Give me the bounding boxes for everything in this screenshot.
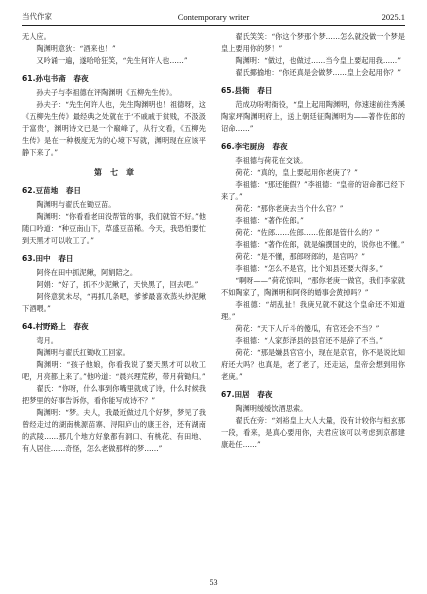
paragraph: 陶渊明与翟氏在锄豆苗。 xyxy=(36,200,116,209)
journal-english-name: Contemporary writer xyxy=(177,12,250,22)
paragraph: 荷花：“真的，皇上要起用你老庚了？” xyxy=(235,168,358,177)
scene-heading: 64.村野路上 春夜 xyxy=(22,322,89,331)
paragraph: 陶渊明：“你看看老田没帮管的事，我们就管不好。”他随口吟道：“种豆南山下，草盛豆苗稀。今天，我恐怕要忙到天黑才可以收工了。” xyxy=(22,212,206,245)
running-header xyxy=(22,10,405,24)
chapter-heading: 第 七 章 xyxy=(94,168,134,177)
paragraph: 李祖德：“那还能假？”李祖德：“皇帝的诏命都已经下来了。” xyxy=(221,180,405,201)
paragraph: 荷花：“佐郎……佐郎……佐郎是管什么的？” xyxy=(235,228,380,237)
paragraph: 陶渊明：“梦。夫人，我最近做过几个好梦，梦见了我曾经走过的湖南桃源苗寨、浔阳庐山的康王谷，还有湖南的武陵……那几个地方好象都有洞口、有桃花、有田地、有人居住……奇怪，怎么老做那样的梦……” xyxy=(22,408,206,453)
scene-heading: 67.田居 春夜 xyxy=(221,390,273,399)
paragraph: 弯月。 xyxy=(36,336,58,345)
scene-heading: 62.豆苗地 春日 xyxy=(22,186,82,195)
paragraph: 翟氏在旁：“刘裕皇上大人大量，没有计较你与桓玄那一段，看来，是真心要用你，夫君应该可以考虑到京都建康赴任……” xyxy=(221,416,405,449)
paragraph: 范成功吩咐衙役，“皇上起用陶渊明，你速速前往秀溪陶家坪陶渊明府上，送上朝廷征陶渊明为——著作佐郎的诏命……” xyxy=(221,100,405,133)
right-column xyxy=(221,31,405,576)
header-rule xyxy=(22,25,405,26)
paragraph: 李祖德与荷花在交谈。 xyxy=(235,156,308,165)
paragraph: 阿佟意犹未尽，“再抓几条吧，爹爹最喜欢蒸头炒泥鳅下酒喂。” xyxy=(22,292,206,313)
paragraph: 李祖德：“人家彭泽县的县官还不是辞了不当。” xyxy=(235,336,383,345)
scene-heading: 63.田中 春日 xyxy=(22,254,74,263)
paragraph: “啊呀——”荷花惊叫，“那你老庚一做官，我们李家就不如陶家了，陶渊明和阿佟的婚事会黄掉吗？” xyxy=(221,276,405,297)
paragraph: 孙夫子：“先生何许人也，先生陶渊明也！祖德呀，这《五柳先生传》最经典之处就在于‘不戚戚于贫贱，不汲汲于富贵’，渊明诗文已是一个巅峰了，从行文看，《五柳先生传》是在一种极度无为的心境下写就，渊明现在应该平静下来了。” xyxy=(22,100,206,157)
paragraph: 翟氏揶揄地：“你还真是会做梦……皇上会起用你？” xyxy=(235,68,401,77)
issue-number: 2025.1 xyxy=(381,12,405,22)
left-column xyxy=(22,31,206,576)
paragraph: 李祖德：“著作佐郎。” xyxy=(235,216,304,225)
paragraph: 又吟诵一遍，遂哈哈狂笑，“先生何许人也……” xyxy=(36,56,188,65)
paragraph: 阿娟：“好了，抓不少泥鳅了，天快黑了，回去吧。” xyxy=(36,280,199,289)
paragraph: 荷花：“那是嫌县官官小，现在是京官，你不是说比知府还大吗？也真是，老了老了，还走运，皇帝会想到用你老庚。” xyxy=(221,348,405,381)
paragraph: 李祖德：“怎么不是官，比个知县还要大得多。” xyxy=(235,264,383,273)
paragraph: 陶渊明与翟氏扛锄收工回家。 xyxy=(36,348,130,357)
paragraph: 李祖德：“胡乱扯！我庚兄就不就这个皇命还不知道理。” xyxy=(221,300,405,321)
journal-name: 当代作家 xyxy=(22,12,52,21)
scene-heading: 66.李宅厨房 春夜 xyxy=(221,142,288,151)
paragraph: 孙夫子与李祖德在评陶渊明《五柳先生传》。 xyxy=(36,88,177,97)
paragraph: 荷花：“天下人斤斗的傻瓜，有官还会不当？” xyxy=(235,324,380,333)
paragraph: 荷花：“那你老庚去当个什么官？” xyxy=(235,204,344,213)
paragraph: 陶渊明：“孩子他娘，你看我说了要天黑才可以收工吧，月亮都上来了。”他吟道：“晨兴理荒秽，带月荷锄归。” xyxy=(22,360,206,381)
paragraph: 陶渊明：“做过，也做过……当今皇上要起用我……” xyxy=(235,56,401,65)
paragraph: 无人应。 xyxy=(22,32,51,41)
paragraph: 翟氏笑笑：“你这个梦那个梦……怎么就没做一个梦是皇上要用你的梦！” xyxy=(221,32,405,53)
scene-heading: 61.孙屯书斋 春夜 xyxy=(22,74,89,83)
paragraph: 陶渊明意狄：“酒来也！” xyxy=(36,44,116,53)
page-number: 53 xyxy=(209,578,218,587)
paragraph: 李祖德：“著作佐郎，就是编撰国史的，说你也不懂。” xyxy=(235,240,405,249)
scene-heading: 65.县衙 春日 xyxy=(221,86,273,95)
paragraph: 阿佟在田中抓泥鳅，阿娟陪之。 xyxy=(36,268,138,277)
paragraph: 陶渊明缓缓饮酒思索。 xyxy=(235,404,308,413)
paragraph: 荷花：“是不懂，那郎呀郎的，是官吗？” xyxy=(235,252,365,261)
paragraph: 翟氏：“你呀，什么事到你嘴里就成了诗，什么时候我把梦里的好事告诉你，看你能写成诗不？” xyxy=(22,384,206,405)
